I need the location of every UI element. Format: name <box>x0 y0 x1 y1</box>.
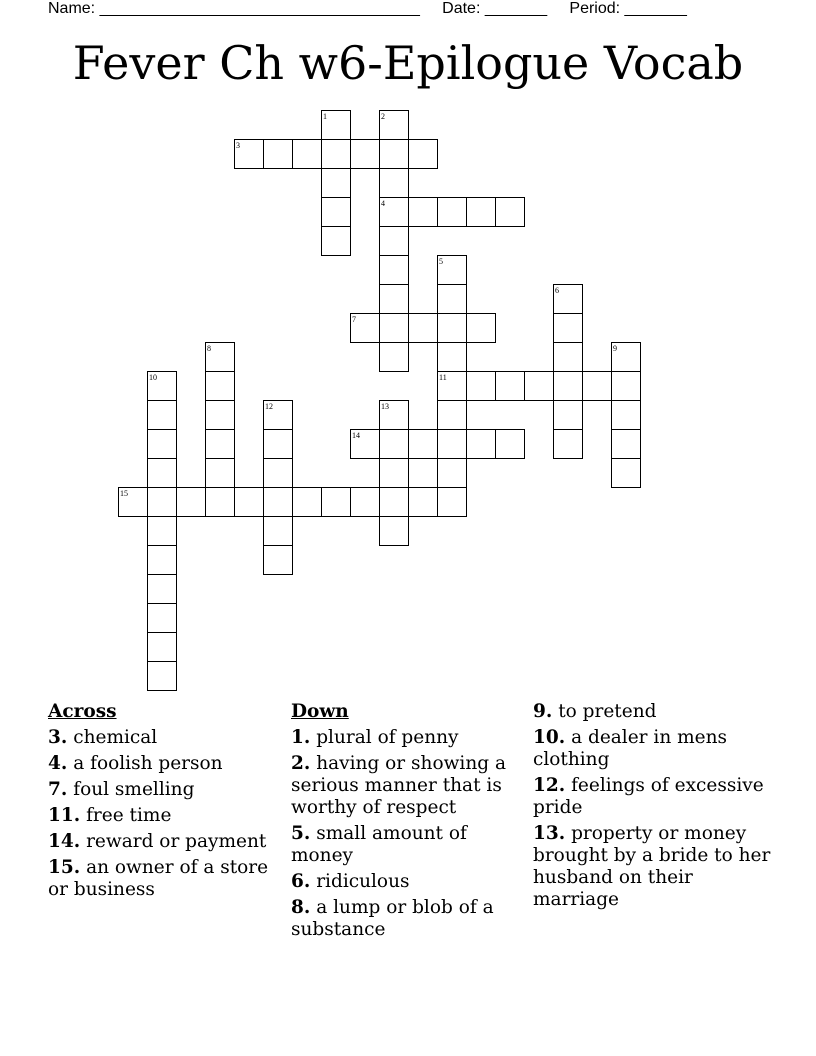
grid-cell[interactable] <box>438 459 467 488</box>
clue-number: 4. <box>48 753 68 774</box>
clue-text: to pretend <box>558 701 657 722</box>
grid-cell[interactable] <box>438 314 467 343</box>
grid-cell[interactable] <box>496 430 525 459</box>
clue-number-label: 10 <box>149 373 157 382</box>
grid-cell[interactable] <box>380 169 409 198</box>
grid-cell[interactable] <box>264 517 293 546</box>
grid-cell[interactable] <box>612 430 641 459</box>
grid-cell[interactable] <box>467 314 496 343</box>
clue-text: plural of penny <box>316 727 459 748</box>
clue-text: a lump or blob of a substance <box>291 897 494 940</box>
grid-cell[interactable] <box>438 488 467 517</box>
grid-cell[interactable] <box>438 430 467 459</box>
clue-text: a dealer in mens clothing <box>533 727 728 770</box>
clue-item <box>48 753 280 775</box>
period-label: Period: <box>569 0 621 17</box>
grid-cell[interactable] <box>380 140 409 169</box>
grid-cell[interactable] <box>293 488 322 517</box>
grid-cell[interactable] <box>322 488 351 517</box>
clue-number-label: 1 <box>323 112 327 121</box>
grid-cell[interactable] <box>438 401 467 430</box>
period-blank: _______ <box>624 0 687 17</box>
grid-cell[interactable] <box>496 198 525 227</box>
grid-cell[interactable] <box>438 198 467 227</box>
clue-item <box>533 775 773 819</box>
grid-cell[interactable] <box>148 517 177 546</box>
grid-cell[interactable] <box>380 430 409 459</box>
clue-number: 13. <box>533 823 566 844</box>
grid-cell[interactable] <box>148 662 177 691</box>
clue-text: property or money brought by a bride to her husband on their marriage <box>533 823 771 910</box>
grid-cell[interactable] <box>612 401 641 430</box>
grid-cell[interactable] <box>148 459 177 488</box>
clue-text: foul smelling <box>73 779 195 800</box>
grid-cell[interactable] <box>351 488 380 517</box>
grid-cell[interactable] <box>206 459 235 488</box>
clue-number-label: 11 <box>439 373 447 382</box>
clue-number: 9. <box>533 701 553 722</box>
clue-item <box>533 727 773 771</box>
grid-cell[interactable] <box>235 488 264 517</box>
grid-cell[interactable] <box>409 198 438 227</box>
grid-cell[interactable] <box>496 372 525 401</box>
grid-cell[interactable] <box>148 401 177 430</box>
grid-cell[interactable] <box>380 256 409 285</box>
clue-item <box>48 805 280 827</box>
grid-cell[interactable] <box>409 140 438 169</box>
grid-cell[interactable] <box>612 372 641 401</box>
grid-cell[interactable] <box>380 343 409 372</box>
grid-cell[interactable] <box>438 343 467 372</box>
grid-cell[interactable] <box>264 546 293 575</box>
clue-number-label: 5 <box>439 257 443 266</box>
grid-cell[interactable] <box>206 488 235 517</box>
page-title: Fever Ch w6-Epilogue Vocab <box>72 36 744 90</box>
grid-cell[interactable] <box>554 430 583 459</box>
grid-cell[interactable] <box>264 488 293 517</box>
down-clues-continued <box>533 701 773 915</box>
clue-text: feelings of excessive pride <box>533 775 764 818</box>
clue-number: 2. <box>291 753 311 774</box>
grid-cell[interactable] <box>554 314 583 343</box>
clue-number-label: 2 <box>381 112 385 121</box>
date-label: Date: <box>442 0 481 17</box>
clue-text: free time <box>86 805 172 826</box>
across-clues <box>48 701 280 905</box>
clue-number: 5. <box>291 823 311 844</box>
clue-number: 10. <box>533 727 566 748</box>
clue-number-label: 14 <box>352 431 360 440</box>
clue-text: chemical <box>73 727 158 748</box>
clue-item <box>48 831 280 853</box>
grid-cell[interactable] <box>380 488 409 517</box>
clue-number-label: 9 <box>613 344 617 353</box>
clue-item <box>291 727 527 749</box>
clue-number: 12. <box>533 775 566 796</box>
grid-cell[interactable] <box>525 372 554 401</box>
clue-text: a foolish person <box>73 753 223 774</box>
down-clues <box>291 701 527 945</box>
clue-item <box>291 897 527 941</box>
clue-number-label: 8 <box>207 344 211 353</box>
grid-cell[interactable] <box>380 314 409 343</box>
clue-number-label: 12 <box>265 402 273 411</box>
clue-text: reward or payment <box>86 831 267 852</box>
grid-cell[interactable] <box>264 430 293 459</box>
clue-text: an owner of a store or business <box>48 857 269 900</box>
clue-item <box>533 823 773 911</box>
clue-number-label: 6 <box>555 286 559 295</box>
grid-cell[interactable] <box>380 459 409 488</box>
date-blank: _______ <box>484 0 548 17</box>
grid-cell[interactable] <box>554 343 583 372</box>
grid-cell[interactable] <box>612 459 641 488</box>
grid-cell[interactable] <box>467 430 496 459</box>
clue-item <box>291 753 527 819</box>
clue-item <box>291 871 527 893</box>
grid-cell[interactable] <box>148 546 177 575</box>
grid-cell[interactable] <box>148 575 177 604</box>
clue-number: 6. <box>291 871 311 892</box>
grid-cell[interactable] <box>409 314 438 343</box>
grid-cell[interactable] <box>264 140 293 169</box>
grid-cell[interactable] <box>264 459 293 488</box>
grid-cell[interactable] <box>206 372 235 401</box>
across-heading: Across <box>48 701 117 722</box>
name-label: Name: <box>48 0 96 17</box>
name-blank: ____________________________________ <box>99 0 420 17</box>
clue-number-label: 4 <box>381 199 385 208</box>
grid-cell[interactable] <box>206 401 235 430</box>
grid-cell[interactable] <box>380 227 409 256</box>
clue-number: 7. <box>48 779 68 800</box>
clue-number-label: 15 <box>120 489 128 498</box>
clue-item <box>291 823 527 867</box>
grid-cell[interactable] <box>177 488 206 517</box>
clue-item <box>48 779 280 801</box>
grid-cell[interactable] <box>438 285 467 314</box>
grid-cell[interactable] <box>583 372 612 401</box>
clue-text: ridiculous <box>316 871 410 892</box>
grid-cell[interactable] <box>380 285 409 314</box>
grid-cell[interactable] <box>322 227 351 256</box>
grid-cell[interactable] <box>554 401 583 430</box>
clue-number: 15. <box>48 857 81 878</box>
clue-number-label: 3 <box>236 141 240 150</box>
grid-cell[interactable] <box>554 372 583 401</box>
down-heading: Down <box>291 701 349 722</box>
clue-number-label: 13 <box>381 402 389 411</box>
grid-cell[interactable] <box>351 140 380 169</box>
grid-cell[interactable] <box>380 517 409 546</box>
grid-cell[interactable] <box>293 140 322 169</box>
clue-text: small amount of money <box>291 823 467 866</box>
clue-number: 1. <box>291 727 311 748</box>
clue-number: 3. <box>48 727 68 748</box>
clue-number: 14. <box>48 831 81 852</box>
grid-cell[interactable] <box>322 140 351 169</box>
grid-cell[interactable] <box>409 430 438 459</box>
grid-cell[interactable] <box>148 488 177 517</box>
grid-cell[interactable] <box>148 430 177 459</box>
clue-item <box>533 701 773 723</box>
grid-cell[interactable] <box>148 633 177 662</box>
clue-item <box>48 727 280 749</box>
clue-text: having or showing a serious manner that is worthy of respect <box>291 753 506 818</box>
clue-number: 11. <box>48 805 81 826</box>
clue-number: 8. <box>291 897 311 918</box>
grid-cell[interactable] <box>322 169 351 198</box>
clue-number-label: 7 <box>352 315 356 324</box>
grid-cell[interactable] <box>148 604 177 633</box>
grid-cell[interactable] <box>206 430 235 459</box>
grid-cell[interactable] <box>467 198 496 227</box>
grid-cell[interactable] <box>467 372 496 401</box>
grid-cell[interactable] <box>322 198 351 227</box>
clue-item <box>48 857 280 901</box>
grid-cell[interactable] <box>409 488 438 517</box>
